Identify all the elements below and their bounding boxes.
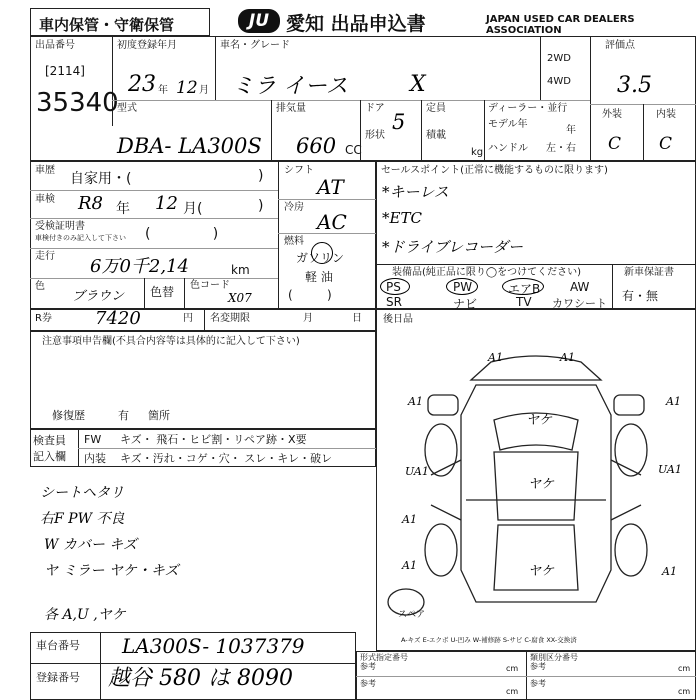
front-right-tyre [615,424,647,476]
handle-label: ハンドル [488,143,528,154]
deadline-day: 日 [352,313,362,324]
eq-ps: PS [386,280,401,294]
notes-header: 注意事項申告欄(不具合内容等は具体的に記入して下さい) [42,336,300,347]
new-warranty-label: 新車保証書 [624,267,674,278]
history-close: ) [258,168,264,184]
displacement: 660 [296,134,337,158]
fw-items: キズ・ 飛石・ヒビ割・リペア跡・X要 [120,433,307,446]
rear-window [494,525,578,590]
cm-unit-1: cm [506,664,519,673]
selling-point-1: *キーレス [382,183,449,201]
interior-label: 内装 [656,109,676,120]
cc-unit: CC [345,143,362,157]
after-date-label: 後日品 [383,314,413,325]
r-ticket-value: 7420 [95,308,141,329]
lot-no-label: 出品番号 [35,40,75,51]
eq-sr: SR [386,295,402,309]
model-grade-label: 車名・グレード [220,40,290,51]
repair-location-label: 箇所 [148,409,170,422]
equipment-label: 装備品(純正品に限り◯をつけてください) [392,267,581,278]
mark-2: A1 [560,351,575,364]
storage-type-box [30,8,210,36]
inspection-month: 12 [155,193,178,214]
cm-unit-4: cm [678,687,691,696]
mark-1: A1 [488,351,503,364]
doors-label: ドア [365,103,385,114]
reference-label-1: 参考 [360,662,376,671]
eq-pw: PW [453,280,473,294]
entry-label: 記入欄 [33,450,66,463]
history-value: 自家用・( [70,171,132,187]
chassis-label: 車台番号 [36,639,80,652]
color-label: 色 [35,281,45,292]
cm-unit-2: cm [678,664,691,673]
eq-leather: カワシート [552,297,607,310]
cm-unit-3: cm [506,687,519,696]
cooling-label: 冷房 [284,202,304,213]
form-title: 愛知 出品申込書 [286,13,426,35]
mark-roof-2: ヤケ [528,477,555,492]
receipt-note: 車検付きのみ記入して下さい [35,234,126,242]
chassis-number: LA300S- 1037379 [122,634,305,658]
selling-point-2: *ETC [382,209,422,227]
mark-3: A1 [408,395,423,408]
reg-year-unit: 年 [158,85,168,96]
color-change-label: 色替 [150,285,175,299]
mark-4: A1 [666,395,681,408]
shape-label: 形状 [365,130,385,141]
inspection-label: 車検 [35,194,55,205]
mark-8: A1 [402,559,417,572]
eq-airbag-circle [502,278,544,295]
evaluation-score: 3.5 [617,73,652,98]
reference-label-4: 参考 [530,679,546,688]
front-right-mirror [614,395,644,415]
eq-aw: AW [570,280,590,294]
inspection-year: R8 [78,193,104,214]
loading-label: 積載 [426,130,446,141]
registration-number: 越谷 580 は 8090 [108,666,293,691]
shift-value: AT [317,175,344,199]
mileage-value: 6万0千2,14 [90,256,189,277]
note-3: W カバー キズ [44,537,138,553]
front-left-tyre [425,424,457,476]
model-year-label: モデル年 [488,119,528,130]
inspection-year-unit: 年 [116,201,130,217]
eq-ps-circle [380,278,410,295]
doors: 5 [392,110,406,134]
model-code: DBA- LA300S [117,134,262,158]
reference-label-3: 参考 [360,679,376,688]
grade: X [410,72,426,97]
deadline-month: 月 [303,313,313,324]
color-code-label: 色コード [190,280,230,291]
mark-9: A1 [662,565,677,578]
rear-left-tyre [425,524,457,576]
reg-month-unit: 月 [199,85,209,96]
receipt-paren: ( ) [145,226,219,242]
interior-grade: C [659,134,673,154]
note-4: ヤ ミラー ヤケ・キズ [44,563,179,579]
fuel-paren: ( ) [288,288,332,302]
mark-5: UA1 [405,465,429,478]
damage-legend: A-キズ E-エクボ U-凹み W-補修跡 S-サビ C-腐食 XX-交換済 [401,636,577,644]
lot-number: 35340 [36,88,119,118]
model-code-label: 型式 [117,103,137,114]
shift-label: シフト [284,165,314,176]
note-2: 右F PW 不良 [40,511,125,527]
selling-points-label: セールスポイント(正常に機能するものに限ります) [381,165,608,176]
exterior-grade: C [608,134,622,154]
eq-tv: TV [516,295,532,309]
name-change-label: 名変期限 [210,313,250,324]
eq-airbag: エアB [508,282,541,296]
first-reg-label: 初度登録年月 [117,40,177,51]
displacement-label: 排気量 [276,103,306,114]
fuel-label: 燃料 [284,236,304,247]
mark-6: UA1 [658,463,682,476]
inspection-close: ) [258,198,264,214]
model-year-unit: 年 [566,125,576,136]
evaluation-label: 評価点 [605,40,635,51]
equipment-grid [380,280,612,309]
r-ticket-label: R券 [35,313,52,324]
dealer-label: ディーラー・並行 [488,103,568,114]
warranty-options: 有・無 [622,289,659,303]
form-designation-label: 形式指定番号 [360,653,408,662]
repair-history-label: 修復歴 [52,409,85,422]
interior-row-label: 内装 [84,452,106,465]
fuel-selected-circle [311,242,333,264]
front-left-mirror [428,395,458,415]
kg-unit: kg [471,147,484,158]
ju-logo: JU [238,9,280,33]
inspector-label: 検査員 [33,434,66,447]
selling-point-3: *ドライブレコーダー [382,238,524,256]
eq-pw-circle [446,278,478,295]
reg-year: 23 [128,72,156,97]
history-label: 車歴 [35,165,55,176]
mark-roof-3: ヤケ [528,564,555,579]
exterior-label: 外装 [602,109,622,120]
mark-roof-1: ヤケ [526,413,553,428]
rear-right-tyre [615,524,647,576]
yen-unit: 円 [183,313,193,324]
handle-lr: 左・右 [546,143,576,154]
spare-label: スペア [398,610,426,620]
storage-type: 車内保管・守衛保管 [39,16,175,34]
four-wd-label: 4WD [547,76,571,87]
reference-label-2: 参考 [530,662,546,671]
repair-yes: 有 [118,409,129,422]
receipt-label: 受検証明書 [35,221,85,232]
cooling-value: AC [317,210,347,234]
two-wd-label: 2WD [547,53,571,64]
lot-prefix: [2114] [45,64,85,78]
mileage-label: 走行 [35,251,55,262]
classification-label: 類別区分番号 [530,653,578,662]
registration-label: 登録番号 [36,671,80,684]
color-value: ブラウン [72,289,125,304]
eq-navi: ナビ [453,297,478,311]
r-ticket-row [30,309,376,331]
capacity-label: 定員 [426,103,446,114]
reg-month: 12 [176,78,198,98]
model-name: ミラ イース [232,74,348,99]
note-1: シートヘタリ [40,485,124,501]
inspection-month-unit: 月( [183,201,203,217]
fuel-diesel: 軽 油 [305,270,333,284]
note-5: 各 A,U ,ヤケ [44,607,126,623]
interior-row-items: キズ・汚れ・コゲ・穴・ スレ・キレ・破レ [120,452,333,465]
color-code: X07 [228,291,252,305]
fw-label: FW [84,433,102,446]
km-unit: km [231,263,250,277]
mark-7: A1 [402,513,417,526]
english-title: JAPAN USED CAR DEALERS ASSOCIATION [486,14,635,36]
fuel-gasoline: ガソリン [296,251,345,265]
